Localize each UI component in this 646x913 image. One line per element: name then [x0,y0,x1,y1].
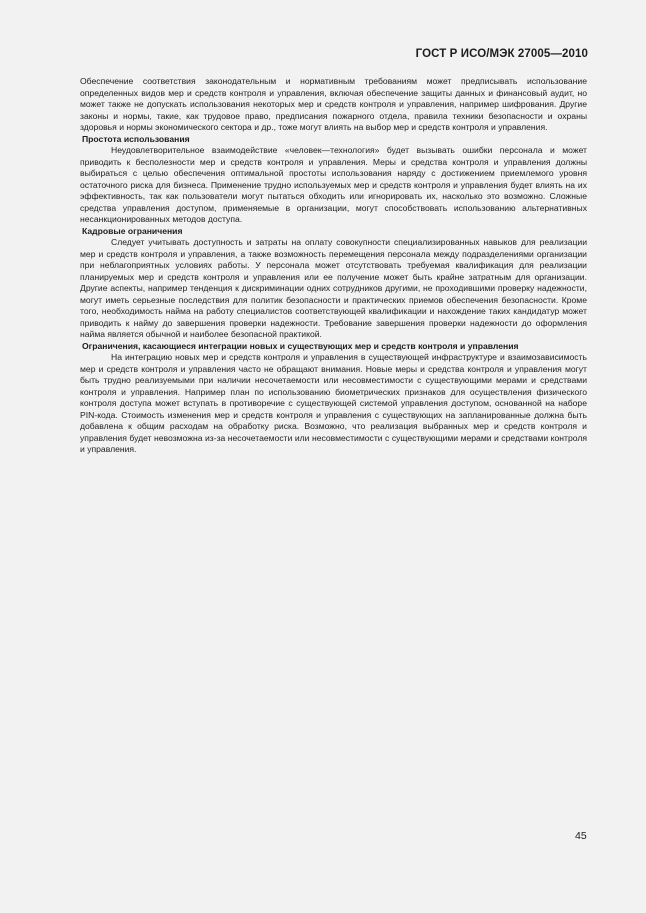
page-number: 45 [575,830,587,842]
paragraph-compliance: Обеспечение соответствия законодательным и нормативным требованиям может предписывать использование определенных видов мер и средств контроля и управления, включая обеспечение защиты данных и финансовый аудит, но может также не допускать использования некоторых мер и средств контроля и управления, например шифрования. Другие законы и нормы, такие, как трудовое право, предписания пожарного отдела, правила техники безопасности и охраны здоровья и нормы экономического сектора и др., тоже могут влиять на выбор мер и средств контроля и управления. [80,76,587,132]
body-text [80,76,587,456]
subheading-usability: Простота использования [82,133,190,144]
paragraph-personnel: Следует учитывать доступность и затраты на оплату совокупности специализированных навыков для реализации мер и средств контроля и управления, а также возможность перемещения персонала между подразделениями организации при неблагоприятных условиях работы. У персонала может отсутствовать требуемая квалификация для реализации планируемых мер и средств контроля и управления или ее получение может быть крайне затратным для организации. Другие аспекты, например тенденция к дискриминации одних сотрудников другими, не проходившими проверку надежности, могут иметь серьезные последствия для политик безопасности и практических приемов обеспечения безопасности. Кроме того, необходимость найма на работу специалистов соответствующей квалификации и нахождение таких кандидатур может приводить к найму до завершения проверки надежности. Требование завершения проверки надежности до оформления найма является обычной и наиболее безопасной практикой. [80,237,587,339]
paragraph-usability: Неудовлетворительное взаимодействие «человек—технология» будет вызывать ошибки персонала и может приводить к бесполезности мер и средств контроля и управления. Меры и средства контроля и управления должны выбираться с целью обеспечения оптимальной простоты использования наряду с достижением приемлемого уровня остаточного риска для бизнеса. Применение трудно используемых мер и средств контроля и управления будет влиять на их эффективность, так как пользователи могут пытаться обходить или игнорировать их, насколько это возможно. Сложные средства управления доступом, применяемые в организации, могут способствовать использованию альтернативных несанкционированных методов доступа. [80,145,587,224]
subheading-personnel: Кадровые ограничения [82,225,183,236]
paragraph-integration: На интеграцию новых мер и средств контроля и управления в существующей инфраструктуре и взаимозависимость мер и средств контроля и управления часто не обращают внимания. Новые меры и средства контроля и управления могут быть трудно реализуемыми при наличии несочетаемости или несовместимости с существующими мерами и средствами контроля и управления. Например план по использованию биометрических признаков для осуществления физического контроля доступа может вступать в противоречие с существующей системой управления доступом, основанной на наборе PIN-кода. Стоимость изменения мер и средств контроля и управления с существующих на запланированные должна быть добавлена к общим расходам на обработку риска. Возможно, что реализация выбранных мер и средств контроля и управления будет невозможна из-за несочетаемости или несовместимости с существующими мерами и средствами контроля и управления. [80,352,587,454]
subheading-integration: Ограничения, касающиеся интеграции новых и существующих мер и средств контроля и управления [82,340,519,351]
document-code-header: ГОСТ Р ИСО/МЭК 27005—2010 [415,48,588,60]
